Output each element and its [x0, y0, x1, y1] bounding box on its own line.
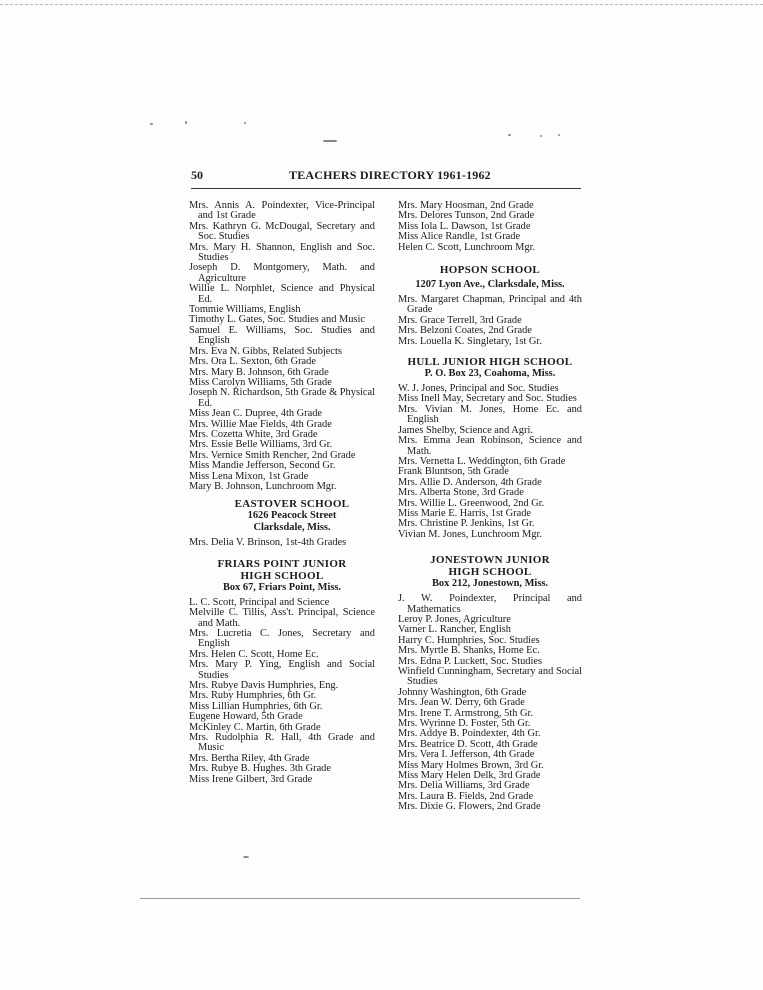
- directory-entry: Mrs. Louella K. Singletary, 1st Gr.: [398, 335, 542, 347]
- directory-entry: Winfield Cunningham, Secretary and Social Studies: [398, 666, 582, 688]
- directory-entry: Mrs. Mary B. Johnson, 6th Grade: [189, 366, 329, 378]
- scan-speck: [244, 122, 246, 124]
- directory-entry: Mrs. Grace Terrell, 3rd Grade: [398, 314, 522, 326]
- hopson-school-section: [398, 264, 582, 347]
- directory-entry: Mrs. Eva N. Gibbs, Related Subjects: [189, 345, 342, 357]
- directory-entry: Johnny Washington, 6th Grade: [398, 686, 527, 698]
- school-name-line-2: HIGH SCHOOL: [240, 569, 324, 582]
- directory-entry: Mrs. Beatrice D. Scott, 4th Grade: [398, 738, 538, 750]
- directory-entry: Willie L. Norphlet, Science and Physical Ed.: [189, 283, 375, 305]
- running-title: TEACHERS DIRECTORY 1961-1962: [289, 168, 491, 182]
- jonestown-junior-high-section: [398, 554, 582, 813]
- directory-entry: Mrs. Helen C. Scott, Home Ec.: [189, 648, 319, 660]
- school-name: EASTOVER SCHOOL: [234, 498, 350, 511]
- directory-entry: Mrs. Annis A. Poindexter, Vice-Principal and 1st Grade: [189, 200, 375, 222]
- directory-entry: Mrs. Bertha Riley, 4th Grade: [189, 752, 310, 764]
- scan-edge-top: [0, 4, 763, 5]
- directory-entry: Miss Iola L. Dawson, 1st Grade: [398, 220, 531, 232]
- scan-speck: [558, 134, 560, 136]
- directory-entry: Leroy P. Jones, Agriculture: [398, 613, 511, 625]
- directory-entry: Mrs. Ora L. Sexton, 6th Grade: [189, 356, 316, 368]
- directory-entry: Mrs. Ruby Humphries, 6th Gr.: [189, 690, 317, 702]
- directory-entry: Mrs. Alberta Stone, 3rd Grade: [398, 487, 524, 499]
- directory-entry: James Shelby, Science and Agri.: [398, 424, 533, 436]
- directory-entry: Miss Inell May, Secretary and Soc. Studies: [398, 393, 577, 405]
- directory-entry: Miss Jean C. Dupree, 4th Grade: [189, 408, 323, 420]
- school-name: FRIARS POINT JUNIOR: [217, 557, 347, 570]
- directory-entry: Miss Lena Mixon, 1st Grade: [189, 470, 309, 482]
- scan-speck: [540, 135, 542, 137]
- directory-entry: Joseph D. Montgomery, Math. and Agriculture: [189, 262, 375, 284]
- scan-speck: [243, 856, 249, 858]
- directory-entry: Mrs. Edna P. Luckett, Soc. Studies: [398, 655, 543, 667]
- directory-entry: Miss Carolyn Williams, 5th Grade: [189, 376, 332, 388]
- scan-speck: [323, 140, 337, 142]
- school-name: HOPSON SCHOOL: [439, 264, 541, 277]
- school-address: P. O. Box 23, Coahoma, Miss.: [424, 368, 556, 380]
- directory-entry: L. C. Scott, Principal and Science: [189, 596, 330, 608]
- right-column: [398, 201, 582, 813]
- directory-entry: Mrs. Delores Tunson, 2nd Grade: [398, 210, 535, 222]
- directory-entry: Timothy L. Gates, Soc. Studies and Music: [189, 314, 365, 326]
- directory-entry: Mrs. Willie L. Greenwood, 2nd Gr.: [398, 497, 545, 509]
- friars-point-section: [189, 558, 375, 785]
- directory-entry: Mrs. Addye B. Poindexter, 4th Gr.: [398, 728, 541, 740]
- directory-entry: Mrs. Laura B. Fields, 2nd Grade: [398, 790, 534, 802]
- directory-entry: Miss Irene Gilbert, 3rd Grade: [189, 773, 313, 785]
- directory-entry: Samuel E. Williams, Soc. Studies and English: [189, 324, 375, 347]
- page-header: [191, 168, 581, 189]
- page-number: 50: [191, 168, 203, 182]
- directory-entry: Mrs. Vivian M. Jones, Home Ec. and English: [398, 403, 582, 426]
- scan-edge-bottom: [140, 898, 580, 899]
- directory-entry: Mrs. Mary P. Ying, English and Social Studies: [189, 659, 375, 681]
- directory-entry: Mrs. Allie D. Anderson, 4th Grade: [398, 476, 542, 488]
- listing-continued: [189, 201, 375, 492]
- school-address: Box 67, Friars Point, Miss.: [222, 581, 342, 593]
- school-name-line-2: HIGH SCHOOL: [448, 566, 532, 579]
- directory-entry: Mrs. Margaret Chapman, Principal and 4th Grade: [398, 294, 582, 316]
- directory-entry: Mrs. Jean W. Derry, 6th Grade: [398, 697, 525, 709]
- left-column: [189, 201, 375, 785]
- directory-entry: Mrs. Kathryn G. McDougal, Secretary and Soc. Studies: [189, 220, 375, 243]
- scan-speck: [185, 121, 187, 124]
- directory-entry: Mrs. Rudolphia R. Hall, 4th Grade and Music: [189, 732, 375, 754]
- hull-junior-high-section: [398, 356, 582, 540]
- directory-entry: Harry C. Humphries, Soc. Studies: [398, 634, 540, 646]
- directory-entry: Mary B. Johnson, Lunchroom Mgr.: [189, 480, 337, 492]
- directory-entry: McKinley C. Martin, 6th Grade: [189, 721, 321, 733]
- directory-entry: W. J. Jones, Principal and Soc. Studies: [398, 383, 559, 395]
- directory-entry: Mrs. Vernice Smith Rencher, 2nd Grade: [189, 449, 356, 461]
- directory-entry: Mrs. Lucretia C. Jones, Secretary and English: [189, 628, 375, 650]
- school-address: Box 212, Jonestown, Miss.: [431, 578, 549, 590]
- directory-entry: Mrs. Mary H. Shannon, English and Soc. Studies: [189, 241, 375, 264]
- directory-entry: Mrs. Rubye B. Hughes. 3th Grade: [189, 763, 331, 775]
- directory-entry: Miss Lillian Humphries, 6th Gr.: [189, 700, 323, 712]
- directory-entry: Varner L. Rancher, English: [398, 624, 511, 636]
- directory-entry: Mrs. Christine P. Jenkins, 1st Gr.: [398, 518, 535, 530]
- directory-entry: Miss Marie E. Harris, 1st Grade: [398, 507, 532, 519]
- directory-entry: Mrs. Rubye Davis Humphries, Eng.: [189, 680, 339, 692]
- school-name: HULL JUNIOR HIGH SCHOOL: [407, 356, 573, 369]
- listing-continued: [398, 201, 582, 253]
- scan-speck: [508, 134, 511, 136]
- eastover-school-section: [189, 498, 375, 548]
- eastover-heading: [189, 498, 375, 534]
- directory-entry: Mrs. Cozetta White, 3rd Grade: [189, 428, 318, 440]
- school-address: 1207 Lyon Ave., Clarksdale, Miss.: [415, 279, 565, 291]
- directory-entry: Eugene Howard, 5th Grade: [189, 711, 303, 723]
- directory-entry: Mrs. Wyrinne D. Foster, 5th Gr.: [398, 718, 531, 730]
- directory-entry: Melville C. Tillis, Ass't. Principal, Science and Math.: [189, 607, 375, 629]
- directory-entry: Mrs. Vera I. Jefferson, 4th Grade: [398, 749, 535, 761]
- directory-entry: Mrs. Myrtle B. Shanks, Home Ec.: [398, 645, 540, 657]
- directory-entry: Tommie Williams, English: [189, 304, 301, 316]
- directory-entry: Mrs. Belzoni Coates, 2nd Grade: [398, 325, 532, 337]
- directory-entry: Frank Bluntson, 5th Grade: [398, 466, 509, 478]
- directory-entry: Mrs. Irene T. Armstrong, 5th Gr.: [398, 707, 533, 719]
- school-street: 1626 Peacock Street: [247, 510, 337, 522]
- school-city: Clarksdale, Miss.: [253, 522, 331, 534]
- directory-entry: Miss Mary Helen Delk, 3rd Grade: [398, 770, 541, 782]
- directory-entry: Vivian M. Jones, Lunchroom Mgr.: [398, 528, 542, 540]
- directory-entry: Mrs. Dixie G. Flowers, 2nd Grade: [398, 801, 541, 813]
- directory-entry: Mrs. Delia Williams, 3rd Grade: [398, 780, 530, 792]
- directory-entry: Helen C. Scott, Lunchroom Mgr.: [398, 241, 536, 253]
- directory-entry: Miss Mandie Jefferson, Second Gr.: [189, 460, 336, 472]
- directory-entry: Miss Mary Holmes Brown, 3rd Gr.: [398, 759, 544, 771]
- directory-entry: Joseph N. Richardson, 5th Grade & Physical Ed.: [189, 387, 375, 409]
- directory-entry: Mrs. Essie Belle Williams, 3rd Gr.: [189, 439, 333, 451]
- school-name: JONESTOWN JUNIOR: [430, 554, 550, 567]
- directory-entry: Mrs. Vernetta L. Weddington, 6th Grade: [398, 455, 566, 467]
- directory-entry: J. W. Poindexter, Principal and Mathematics: [398, 593, 582, 615]
- directory-entry: Mrs. Mary Hoosman, 2nd Grade: [398, 200, 534, 211]
- directory-entry: Mrs. Delia V. Brinson, 1st-4th Grades: [189, 537, 347, 549]
- directory-entry: Mrs. Emma Jean Robinson, Science and Math.: [398, 435, 582, 457]
- directory-entry: Mrs. Willie Mae Fields, 4th Grade: [189, 418, 332, 430]
- scan-speck: [150, 123, 153, 125]
- directory-entry: Miss Alice Randle, 1st Grade: [398, 231, 521, 243]
